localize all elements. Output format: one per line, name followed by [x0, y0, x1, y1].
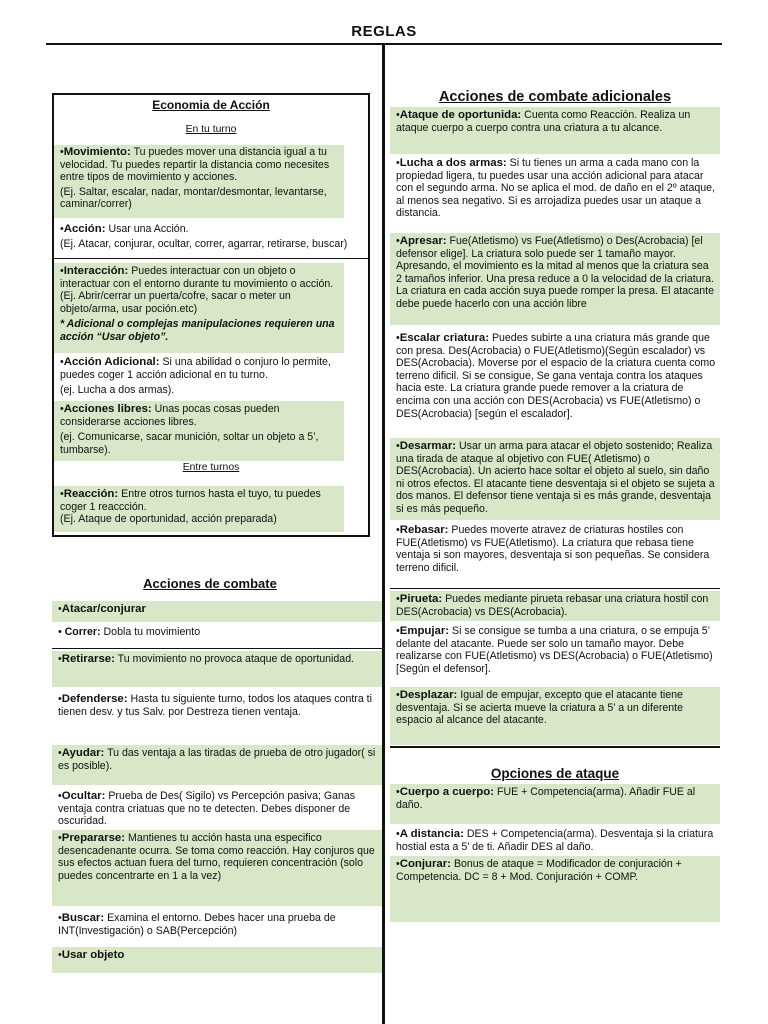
- oportunidad-text: Cuenta como Reacción. Realiza un ataque cuerpo a cuerpo contra una criatura a tu alcance.: [396, 109, 691, 134]
- conjurar-label: Conjurar:: [399, 858, 451, 870]
- desarmar-text: Usar un arma para atacar el objeto sostenido; Realiza una tirada de ataque al objetivo con FUE( Atletismo) o DES(Acrobacia). Un acierto hace soltar el objeto al suelo, sin daño ni otros efectos. El atacante tiene desventaja si el objeto se sujeta a dos manos. El defensor tiene ventaja si es más grande, desventaja si es más pequeño.: [396, 440, 715, 515]
- distancia-text: DES + Competencia(arma). Desventaja si la criatura hostial esta a 5’ de ti. Añadir DES al daño.: [396, 828, 714, 853]
- dos-armas-block: •Lucha a dos armas: Si tu tienes un arma a cada mano con la propiedad ligera, tu puedes usar una acción adicional para atacar con el segundo arma. No se aplica el mod. de daño en el 2º ataque, al menos sea negativo. Si es arrojadiza puedes usar un ataque a distancia.: [396, 157, 715, 220]
- movimiento-label: Movimiento:: [63, 146, 131, 158]
- retirarse-block: •Retirarse: Tu movimiento no provoca ataque de oportunidad.: [52, 651, 382, 687]
- libres-text: Unas pocas cosas pueden considerarse acciones libres.: [60, 403, 280, 428]
- reaccion-block: •Reacción: Entre otros turnos hasta el tuyo, tu puedes coger 1 reaccción. (Ej. Ataque de oportunidad, acción preparada): [54, 486, 344, 532]
- movimiento-example: (Ej. Saltar, escalar, nadar, montar/desmontar, levantarse, caminar/correr): [60, 185, 327, 211]
- adicional-text: Si una abilidad o conjuro lo permite, puedes coger 1 acción adicional en tu turno.: [60, 356, 331, 381]
- pirueta-text: Puedes mediante pirueta rebasar una criatura hostil con DES(Acrobacia) vs DES(Acrobacia).: [396, 593, 709, 618]
- ocultar-block: •Ocultar: Prueba de Des( Sigilo) vs Percepción pasiva; Ganas ventaja contra criatuas que no te detecten. Debes disponer de oscuridad.: [58, 790, 356, 828]
- economia-title: Economia de Acción: [152, 98, 270, 112]
- combate-title: Acciones de combate: [143, 576, 277, 591]
- interaccion-text: Puedes interactuar con un objeto o interactuar con el entorno durante tu movimiento o acción. (Ej. Abrir/cerrar un puerta/cofre, sacar o meter un objeto/arma, usar poción.etc): [60, 265, 334, 315]
- atacar-block: •Atacar/conjurar: [52, 601, 382, 622]
- usar-block: •Usar objeto: [52, 947, 382, 973]
- desplazar-block: •Desplazar: Igual de empujar, excepto que el atacante tiene desventaja. Si se acierta mueve la criatura a 5’ a un diferente espacio al alcance del atacante.: [390, 687, 720, 745]
- apresar-text: Fue(Atletismo) vs Fue(Atletismo) o Des(Acrobacia) [el defensor elige]. La criatura solo puede ser 1 tamaño mayor. Apresando, el movimiento es la mitad al menos que la criatura sea 2 tamaños inferior. Una presa reduce a 0 la velocidad de la criatura. La criatura en cada acción suya puede romper la presa. El atacante debe puede hacerlo con una acción libre: [396, 235, 715, 310]
- atacar-label: Atacar/conjurar: [61, 603, 146, 615]
- prepararse-text: Mantienes tu acción hasta una especifico desencadenante ocurra. Se toma como reacción. Hay conjuros que sus efectos actuan fuera del turno, requieren concentración (solo puedes concentrarte en 1 a la vez): [58, 832, 375, 882]
- correr-block: • Correr: Dobla tu movimiento: [58, 626, 201, 638]
- apresar-label: Apresar:: [399, 235, 447, 247]
- usar-label: Usar objeto: [61, 949, 125, 961]
- escalar-block: •Escalar criatura: Puedes subirte a una criatura más grande que con presa. Des(Acrobacia) o FUE(Atletismo)(Según escalador) vs DES(Acrobacia). Moverse por el espacio de la criatura cuenta como terreno dificil. Si se consigue, Se gana ventaja contra los ataques hacia este. La criatura grande puede remover a la criatura de encima con una acción con DES(Acrobacia) vs FUE(Atletismo) o DES(Acrobacia) [según el escalador].: [396, 332, 716, 420]
- oportunidad-block: •Ataque de oportunida: Cuenta como Reacción. Realiza un ataque cuerpo a cuerpo contra una criatura a tu alcance.: [390, 107, 720, 154]
- ayudar-text: Tu das ventaja a las tiradas de prueba de otro jugador( si es posible).: [58, 747, 376, 772]
- dos-armas-label: Lucha a dos armas:: [399, 157, 507, 169]
- pirueta-block: •Pirueta: Puedes mediante pirueta rebasar una criatura hostil con DES(Acrobacia) vs DES(Acrobacia).: [390, 591, 720, 621]
- adicionales-title: Acciones de combate adicionales: [438, 89, 672, 105]
- movimiento-text: Tu puedes mover una distancia igual a tu velocidad. Tu puedes repartir la distancia como necesites entre tipos de movimiento y acciones.: [60, 146, 330, 184]
- empujar-label: Empujar:: [399, 625, 450, 637]
- buscar-text: Examina el entorno. Debes hacer una prueba de INT(Investigación) o SAB(Percepción): [58, 912, 336, 937]
- reaccion-text: Entre otros turnos hasta el tuyo, tu puedes coger 1 reaccción.: [60, 488, 321, 513]
- accion-label: Acción:: [63, 223, 106, 235]
- rebasar-block: •Rebasar: Puedes moverte atravez de criaturas hostiles con FUE(Atletismo) vs FUE(Atletismo). La criatura que rebasa tiene ventaja si son mayores, desventaja si son pequeñas. Se considera terreno dificil.: [396, 524, 710, 574]
- escalar-text: Puedes subirte a una criatura más grande que con presa. Des(Acrobacia) o FUE(Atletismo)(Según escalador) vs DES(Acrobacia). Moverse por el espacio de la criatura cuenta como terreno dificil. Si se consigue, Se gana ventaja contra los ataques hacia este. La criatura grande puede remover a la criatura de encima con una acción con DES(Acrobacia) vs FUE(Atletismo) o DES(Acrobacia) [según el escalador].: [396, 332, 716, 420]
- cuerpo-text: FUE + Competencia(arma). Añadir FUE al daño.: [396, 786, 696, 811]
- prepararse-block: •Prepararse: Mantienes tu acción hasta una especifico desencadenante ocurra. Se toma como reacción. Hay conjuros que sus efectos actuan fuera del turno, requieren concentración (solo puedes concentrarte en 1 a la vez): [52, 830, 382, 906]
- adicional-label: Acción Adicional:: [63, 356, 160, 368]
- entre-turnos-label: Entre turnos: [182, 462, 240, 473]
- ayudar-block: •Ayudar: Tu das ventaja a las tiradas de prueba de otro jugador( si es posible).: [52, 745, 382, 785]
- apresar-block: •Apresar: Fue(Atletismo) vs Fue(Atletismo) o Des(Acrobacia) [el defensor elige]. La criatura solo puede ser 1 tamaño mayor. Apresando, el movimiento es la mitad al menos que la criatura sea 2 tamaños inferior. Una presa reduce a 0 la velocidad de la criatura. La criatura en cada acción suya puede romper la presa. El atacante debe puede hacerlo con una acción libre: [390, 233, 720, 325]
- adicional-example: (ej. Lucha a dos armas).: [60, 384, 175, 397]
- interaccion-block: •Interacción: Puedes interactuar con un objeto o interactuar con el entorno durante tu movimiento o acción. (Ej. Abrir/cerrar un puerta/cofre, sacar o meter un objeto/arma, usar poción.etc) * Adicional o complejas manipulaciones requieren una acción “Usar objeto”.: [54, 263, 344, 353]
- dos-armas-text: Si tu tienes un arma a cada mano con la propiedad ligera, tu puedes usar una acción adicional para atacar con el segundo arma. No se aplica el mod. de daño en el 2º ataque, al menos sea negativo. Si es arrojadiza puedes usar un ataque a distancia.: [396, 157, 715, 220]
- conjurar-block: •Conjurar: Bonus de ataque = Modificador de conjuración + Competencia. DC = 8 + Mod. Conjuración + COMP.: [390, 856, 720, 922]
- ocultar-label: Ocultar:: [61, 790, 106, 802]
- opciones-title: Opciones de ataque: [490, 766, 620, 781]
- cuerpo-label: Cuerpo a cuerpo:: [399, 786, 495, 798]
- desplazar-text: Igual de empujar, excepto que el atacante tiene desventaja. Si se acierta mueve la criatura a 5’ a un diferente espacio al alcance del atacante.: [396, 689, 683, 727]
- libres-block: •Acciones libres: Unas pocas cosas pueden considerarse acciones libres. (ej. Comunicarse, sacar munición, soltar un objeto a 5’, tumbarse).: [54, 401, 344, 461]
- economia-box: [52, 93, 370, 537]
- adicional-block: •Acción Adicional: Si una abilidad o conjuro lo permite, puedes coger 1 acción adicional en tu turno. (ej. Lucha a dos armas).: [54, 354, 368, 398]
- ayudar-label: Ayudar:: [61, 747, 105, 759]
- desarmar-label: Desarmar:: [399, 440, 457, 452]
- reaccion-label: Reacción:: [63, 488, 119, 500]
- accion-divider: [54, 258, 368, 259]
- conjurar-text: Bonus de ataque = Modificador de conjuración + Competencia. DC = 8 + Mod. Conjuración + COMP.: [396, 858, 682, 883]
- accion-example: (Ej. Atacar, conjurar, ocultar, correr, agarrar, retirarse, buscar): [60, 237, 348, 250]
- accion-block: •Acción: Usar una Acción. (Ej. Atacar, conjurar, ocultar, correr, agarrar, retirarse, buscar): [54, 221, 368, 255]
- distancia-block: •A distancia: DES + Competencia(arma). Desventaja si la criatura hostial esta a 5’ de ti. Añadir DES al daño.: [396, 828, 714, 853]
- movimiento-block: •Movimiento: Tu puedes mover una distancia igual a tu velocidad. Tu puedes repartir la distancia como necesites entre tipos de movimiento y acciones. (Ej. Saltar, escalar, nadar, montar/desmontar, levantarse, caminar/correr): [54, 145, 344, 218]
- libres-example: (ej. Comunicarse, sacar munición, soltar un objeto a 5’, tumbarse).: [60, 431, 319, 456]
- oportunidad-label: Ataque de oportunida:: [399, 109, 522, 121]
- retirarse-text: Tu movimiento no provoca ataque de oportunidad.: [117, 653, 355, 665]
- distancia-label: A distancia:: [399, 828, 464, 840]
- accion-text: Usar una Acción.: [108, 223, 189, 235]
- ocultar-text: Prueba de Des( Sigilo) vs Percepción pasiva; Ganas ventaja contra criatuas que no te detecten. Debes disponer de oscuridad.: [58, 790, 356, 828]
- reaccion-example: (Ej. Ataque de oportunidad, acción preparada): [60, 513, 277, 526]
- rebasar-text: Puedes moverte atravez de criaturas hostiles con FUE(Atletismo) vs FUE(Atletismo). La criatura que rebasa tiene ventaja si son mayores, desventaja si son pequeñas. Se considera terreno dificil.: [396, 524, 710, 574]
- defenderse-block: •Defenderse: Hasta tu siguiente turno, todos los ataques contra ti tienen desv. y tus Salv. por Destreza tienen ventaja.: [58, 693, 372, 718]
- pirueta-label: Pirueta:: [399, 593, 443, 605]
- correr-divider: [52, 648, 382, 649]
- escalar-label: Escalar criatura:: [399, 332, 489, 344]
- defenderse-text: Hasta tu siguiente turno, todos los ataques contra ti tienen desv. y tus Salv. por Destreza tienen ventaja.: [58, 693, 372, 718]
- rebasar-divider: [390, 588, 720, 589]
- adicionales-end-rule: [390, 746, 720, 748]
- retirarse-label: Retirarse:: [61, 653, 115, 665]
- defenderse-label: Defenderse:: [61, 693, 128, 705]
- desarmar-block: •Desarmar: Usar un arma para atacar el objeto sostenido; Realiza una tirada de ataque al objetivo con FUE( Atletismo) o DES(Acrobacia). Un acierto hace soltar el objeto al suelo, sin daño ni otros efectos. El atacante tiene desventaja si el objeto se sujeta a dos manos. El defensor tiene ventaja si es más grande, desventaja si es más pequeño.: [390, 438, 720, 520]
- empujar-text: Si se consigue se tumba a una criatura, o se empuja 5’ delante del atacante. Puede ser solo un tamaño mayor. Debe realizarse con FUE(Atletismo) vs DES(Acrobacia) o FUE(Atletismo)[Según el defensor].: [396, 625, 713, 675]
- page-title: REGLAS: [351, 23, 417, 40]
- cuerpo-block: •Cuerpo a cuerpo: FUE + Competencia(arma). Añadir FUE al daño.: [390, 784, 720, 824]
- buscar-label: Buscar:: [61, 912, 105, 924]
- libres-label: Acciones libres:: [63, 403, 152, 415]
- correr-text: Dobla tu movimiento: [103, 626, 201, 638]
- buscar-block: •Buscar: Examina el entorno. Debes hacer una prueba de INT(Investigación) o SAB(Percepción): [58, 912, 336, 937]
- column-divider: [382, 43, 385, 1024]
- desplazar-label: Desplazar:: [399, 689, 458, 701]
- rebasar-label: Rebasar:: [399, 524, 449, 536]
- interaccion-note: * Adicional o complejas manipulaciones requieren una acción “Usar objeto”.: [60, 318, 335, 343]
- interaccion-label: Interacción:: [63, 265, 129, 277]
- correr-label: Correr:: [64, 626, 101, 638]
- empujar-block: •Empujar: Si se consigue se tumba a una criatura, o se empuja 5’ delante del atacante. Puede ser solo un tamaño mayor. Debe realizarse con FUE(Atletismo) vs DES(Acrobacia) o FUE(Atletismo)[Según el defensor].: [396, 625, 713, 675]
- en-tu-turno-label: En tu turno: [185, 124, 237, 135]
- prepararse-label: Prepararse:: [61, 832, 126, 844]
